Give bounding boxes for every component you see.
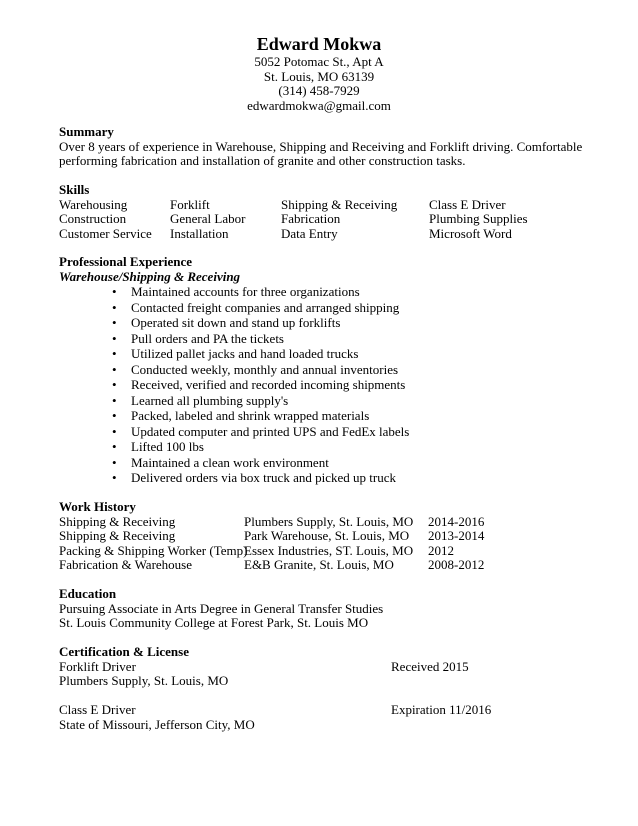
bullet-text: Lifted 100 lbs (131, 439, 204, 454)
skill-item: Customer Service (59, 225, 152, 241)
certification-issuer: Plumbers Supply, St. Louis, MO (59, 673, 229, 688)
job-title: Fabrication & Warehouse (59, 557, 193, 572)
job-title: Shipping & Receiving (59, 528, 176, 543)
experience-bullet-item (59, 300, 579, 316)
date-range: 2008-2012 (428, 557, 485, 572)
date-range: 2013-2014 (428, 528, 485, 543)
bullet-text: Conducted weekly, monthly and annual inventories (131, 361, 399, 377)
job-title: Shipping & Receiving (59, 513, 176, 529)
skill-item: Plumbing Supplies (429, 211, 528, 226)
date-range: 2012 (428, 542, 454, 558)
bullet-text: Contacted freight companies and arranged shipping (131, 299, 400, 315)
experience-heading: Professional Experience (59, 254, 192, 269)
experience-bullet-item (59, 439, 579, 455)
skill-item: Fabrication (281, 211, 341, 226)
skill-item: Class E Driver (429, 196, 506, 212)
bullet-text: Delivered orders via box truck and picked up truck (131, 470, 396, 485)
skill-item: Construction (59, 211, 127, 226)
phone-number: (314) 458-7929 (278, 83, 360, 98)
experience-bullet-item (59, 408, 579, 424)
skill-item: Forklift (170, 196, 210, 212)
bullet-text: Updated computer and printed UPS and FedEx labels (131, 423, 410, 439)
work-history-row (59, 529, 579, 544)
skill-item: Warehousing (59, 196, 128, 212)
certification-row (59, 703, 579, 718)
bullet-text: Received, verified and recorded incoming shipments (131, 377, 406, 392)
job-title: Packing & Shipping Worker (Temp) (59, 542, 248, 558)
experience-bullet-list (59, 284, 579, 486)
bullet-text: Utilized pallet jacks and hand loaded trucks (131, 346, 359, 361)
summary-heading: Summary (59, 124, 114, 139)
experience-bullet-item (59, 331, 579, 347)
summary-line: Over 8 years of experience in Warehouse, Shipping and Receiving and Forklift driving. Comfortable (59, 138, 583, 154)
bullet-icon: • (112, 346, 117, 361)
work-history-row (59, 558, 579, 573)
skills-row (59, 198, 579, 213)
bullet-icon: • (112, 330, 117, 346)
employer: E&B Granite, St. Louis, MO (244, 557, 394, 572)
email-address: edwardmokwa@gmail.com (247, 97, 391, 113)
summary-section (59, 124, 583, 169)
certification-name: Class E Driver (59, 702, 136, 717)
bullet-icon: • (112, 299, 117, 315)
skill-item: General Labor (170, 211, 246, 226)
certification-row (59, 660, 579, 675)
bullet-icon: • (112, 392, 117, 408)
skills-row (59, 227, 579, 242)
bullet-text: Maintained a clean work environment (131, 454, 329, 470)
bullet-text: Maintained accounts for three organizations (131, 284, 360, 299)
experience-subheading: Warehouse/Shipping & Receiving (59, 268, 241, 284)
summary-line: performing fabrication and installation of granite and other construction tasks. (59, 153, 466, 168)
bullet-icon: • (112, 439, 117, 454)
work-history-row (59, 515, 579, 530)
education-section (59, 587, 579, 631)
experience-bullet-item (59, 455, 579, 471)
bullet-icon: • (112, 470, 117, 485)
experience-bullet-item (59, 377, 579, 393)
bullet-text: Operated sit down and stand up forklifts (131, 315, 341, 330)
city-line: St. Louis, MO 63139 (263, 68, 375, 84)
certification-status: Received 2015 (391, 658, 469, 674)
employer: Plumbers Supply, St. Louis, MO (244, 513, 414, 529)
applicant-name: Edward Mokwa (256, 34, 382, 54)
work-history-table (59, 515, 579, 573)
bullet-text: Learned all plumbing supply's (131, 392, 289, 408)
experience-bullet-item (59, 346, 579, 362)
certification-name: Forklift Driver (59, 658, 136, 674)
work-history-heading: Work History (59, 499, 136, 514)
skills-row (59, 212, 579, 227)
skills-grid (59, 198, 579, 242)
skill-item: Shipping & Receiving (281, 196, 398, 212)
certification-status: Expiration 11/2016 (391, 702, 492, 717)
experience-bullet-item (59, 393, 579, 409)
education-heading: Education (59, 586, 117, 601)
bullet-icon: • (112, 454, 117, 470)
work-history-row (59, 544, 579, 559)
skills-heading: Skills (59, 182, 90, 197)
employer: Park Warehouse, St. Louis, MO (244, 528, 410, 543)
bullet-text: Packed, labeled and shrink wrapped materials (131, 408, 370, 423)
bullet-icon: • (112, 423, 117, 439)
bullet-text: Pull orders and PA the tickets (131, 330, 284, 346)
employer: Essex Industries, ST. Louis, MO (244, 542, 414, 558)
education-line: Pursuing Associate in Arts Degree in General Transfer Studies (59, 600, 384, 616)
experience-bullet-item (59, 470, 579, 486)
experience-bullet-item (59, 424, 579, 440)
bullet-icon: • (112, 408, 117, 423)
certification-section (59, 645, 579, 732)
experience-bullet-item (59, 315, 579, 331)
certification-item (59, 703, 579, 732)
certification-list (59, 660, 579, 733)
skill-item: Microsoft Word (429, 225, 512, 241)
certification-heading: Certification & License (59, 644, 189, 659)
skill-item: Installation (170, 225, 229, 241)
date-range: 2014-2016 (428, 513, 485, 529)
bullet-icon: • (112, 361, 117, 377)
bullet-icon: • (112, 284, 117, 299)
experience-bullet-item (59, 362, 579, 378)
bullet-icon: • (112, 315, 117, 330)
experience-section (59, 255, 579, 486)
resume-header (0, 34, 638, 113)
work-history-section (59, 500, 579, 573)
certification-item (59, 660, 579, 689)
skill-item: Data Entry (281, 225, 338, 241)
education-line: St. Louis Community College at Forest Park, St. Louis MO (59, 615, 369, 630)
bullet-icon: • (112, 377, 117, 392)
skills-section (59, 183, 579, 241)
experience-bullet-item (59, 284, 579, 300)
address-line: 5052 Potomac St., Apt A (254, 54, 384, 69)
certification-issuer: State of Missouri, Jefferson City, MO (59, 716, 255, 732)
